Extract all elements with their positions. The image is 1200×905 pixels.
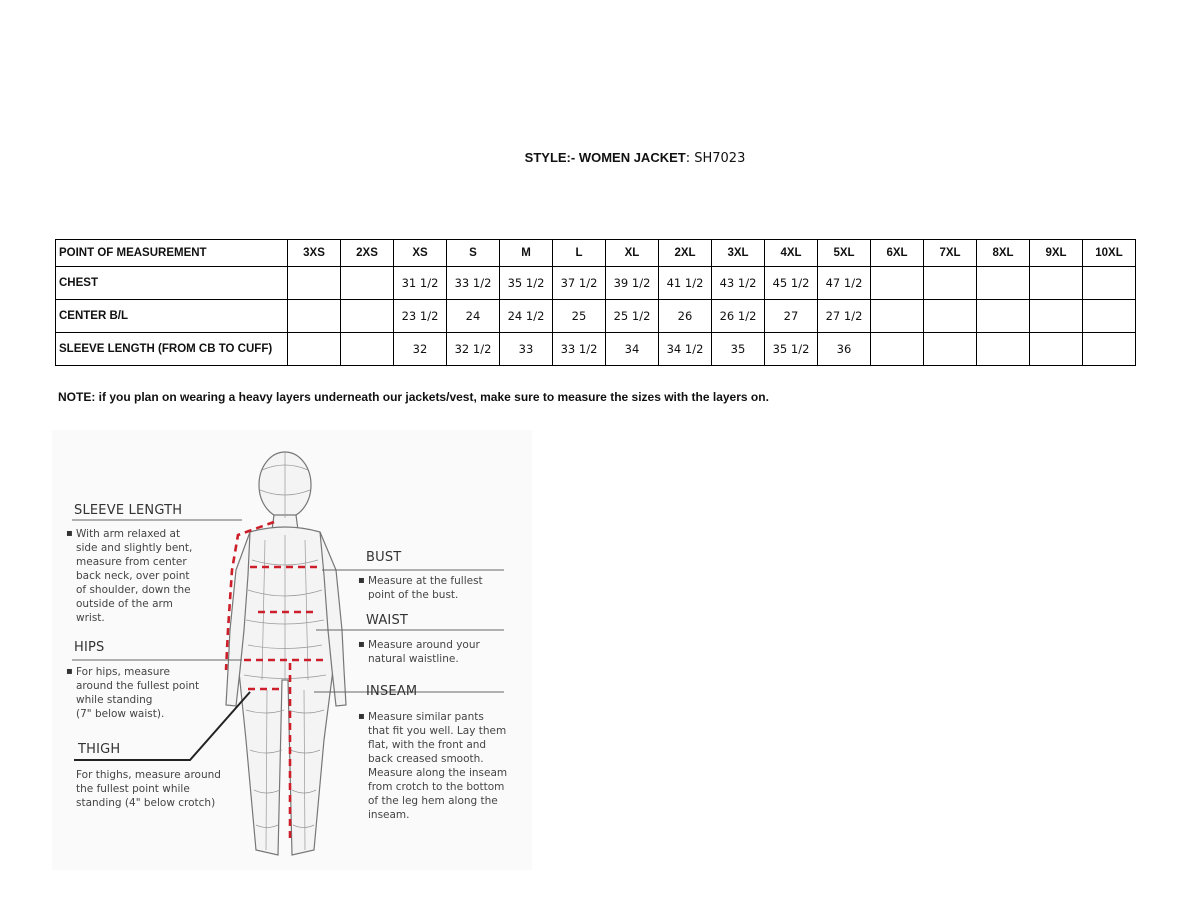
style-title (0, 150, 1200, 166)
hips-heading: HIPS (74, 640, 105, 655)
measurement-value: 43 1/2 (712, 267, 765, 300)
measurement-value: 32 (394, 333, 447, 366)
inseam-heading: INSEAM (366, 684, 418, 699)
measurement-value: 34 1/2 (659, 333, 712, 366)
measurement-value: 35 1/2 (500, 267, 553, 300)
measurement-value (924, 267, 977, 300)
measurement-value: 25 (553, 300, 606, 333)
measurement-value: 39 1/2 (606, 267, 659, 300)
measurement-value: 33 (500, 333, 553, 366)
sleeve-length-instructions: ▪ With arm relaxed at side and slightly bent, measure from center back neck, over point of shoulder, down the outside of the arm wrist. (76, 527, 192, 625)
layering-note: NOTE: if you plan on wearing a heavy layers underneath our jackets/vest, make sure to measure the sizes with the layers on. (58, 390, 769, 404)
bust-instructions: ▪ Measure at the fullest point of the bust. (368, 574, 483, 602)
table-row (56, 333, 1136, 366)
measurement-diagram (52, 430, 532, 870)
measurement-label: SLEEVE LENGTH (FROM CB TO CUFF) (56, 333, 288, 366)
measurement-value (288, 300, 341, 333)
measurement-value (341, 333, 394, 366)
measurement-value: 41 1/2 (659, 267, 712, 300)
table-header-row (56, 240, 1136, 267)
measurement-value (871, 267, 924, 300)
measurement-value: 34 (606, 333, 659, 366)
column-header-size: M (500, 240, 553, 267)
measurement-value (924, 333, 977, 366)
measurement-value: 32 1/2 (447, 333, 500, 366)
hips-instructions: ▪ For hips, measure around the fullest point while standing (7" below waist). (76, 665, 199, 721)
column-header-size: 2XL (659, 240, 712, 267)
column-header-size: XS (394, 240, 447, 267)
measurement-value: 35 1/2 (765, 333, 818, 366)
column-header-size: 10XL (1083, 240, 1136, 267)
column-header-size: L (553, 240, 606, 267)
column-header-size: 3XL (712, 240, 765, 267)
measurement-label: CENTER B/L (56, 300, 288, 333)
waist-heading: WAIST (366, 613, 409, 628)
column-header-size: 8XL (977, 240, 1030, 267)
measurement-label: CHEST (56, 267, 288, 300)
measurement-value: 24 (447, 300, 500, 333)
measurement-value (1030, 333, 1083, 366)
column-header-size: 6XL (871, 240, 924, 267)
measurement-value (977, 333, 1030, 366)
measurement-value: 33 1/2 (553, 333, 606, 366)
measurement-value (977, 267, 1030, 300)
waist-instructions: ▪ Measure around your natural waistline. (368, 638, 480, 666)
sleeve-length-heading: SLEEVE LENGTH (74, 503, 183, 518)
column-header-point-of-measurement: POINT OF MEASUREMENT (56, 240, 288, 267)
measurement-value: 27 1/2 (818, 300, 871, 333)
measurement-value: 31 1/2 (394, 267, 447, 300)
thigh-instructions: For thighs, measure around the fullest point while standing (4" below crotch) (76, 769, 221, 809)
column-header-size: 5XL (818, 240, 871, 267)
measurement-value (1030, 267, 1083, 300)
measurement-value: 24 1/2 (500, 300, 553, 333)
measurement-value (288, 333, 341, 366)
column-header-size: XL (606, 240, 659, 267)
measurement-value: 26 (659, 300, 712, 333)
thigh-heading: THIGH (78, 742, 121, 757)
bust-heading: BUST (366, 550, 402, 565)
measurement-value (341, 300, 394, 333)
style-code: : SH7023 (685, 151, 746, 166)
style-label: STYLE:- WOMEN JACKET (524, 150, 686, 165)
measurement-value (1030, 300, 1083, 333)
measurement-value (288, 267, 341, 300)
column-header-size: 9XL (1030, 240, 1083, 267)
size-chart-table (55, 239, 1136, 366)
column-header-size: 2XS (341, 240, 394, 267)
measurement-value (924, 300, 977, 333)
measurement-value: 35 (712, 333, 765, 366)
measurement-value (1083, 333, 1136, 366)
table-body (56, 267, 1136, 366)
measurement-value: 26 1/2 (712, 300, 765, 333)
table-row (56, 267, 1136, 300)
column-header-size: 7XL (924, 240, 977, 267)
measurement-value: 45 1/2 (765, 267, 818, 300)
measurement-value (977, 300, 1030, 333)
measurement-value: 23 1/2 (394, 300, 447, 333)
column-header-size: 3XS (288, 240, 341, 267)
measurement-value (341, 267, 394, 300)
measurement-value (1083, 300, 1136, 333)
measurement-value: 25 1/2 (606, 300, 659, 333)
measurement-value (871, 333, 924, 366)
measurement-value (1083, 267, 1136, 300)
column-header-size: S (447, 240, 500, 267)
column-header-size: 4XL (765, 240, 818, 267)
measurement-value: 36 (818, 333, 871, 366)
measurement-value (871, 300, 924, 333)
table-row (56, 300, 1136, 333)
measurement-value: 37 1/2 (553, 267, 606, 300)
inseam-instructions: ▪ Measure similar pants that fit you well. Lay them flat, with the front and back creased smooth. Measure along the inseam from crotch to the bottom of the leg hem along the inseam. (368, 710, 507, 822)
measurement-value: 33 1/2 (447, 267, 500, 300)
measurement-value: 47 1/2 (818, 267, 871, 300)
measurement-value: 27 (765, 300, 818, 333)
